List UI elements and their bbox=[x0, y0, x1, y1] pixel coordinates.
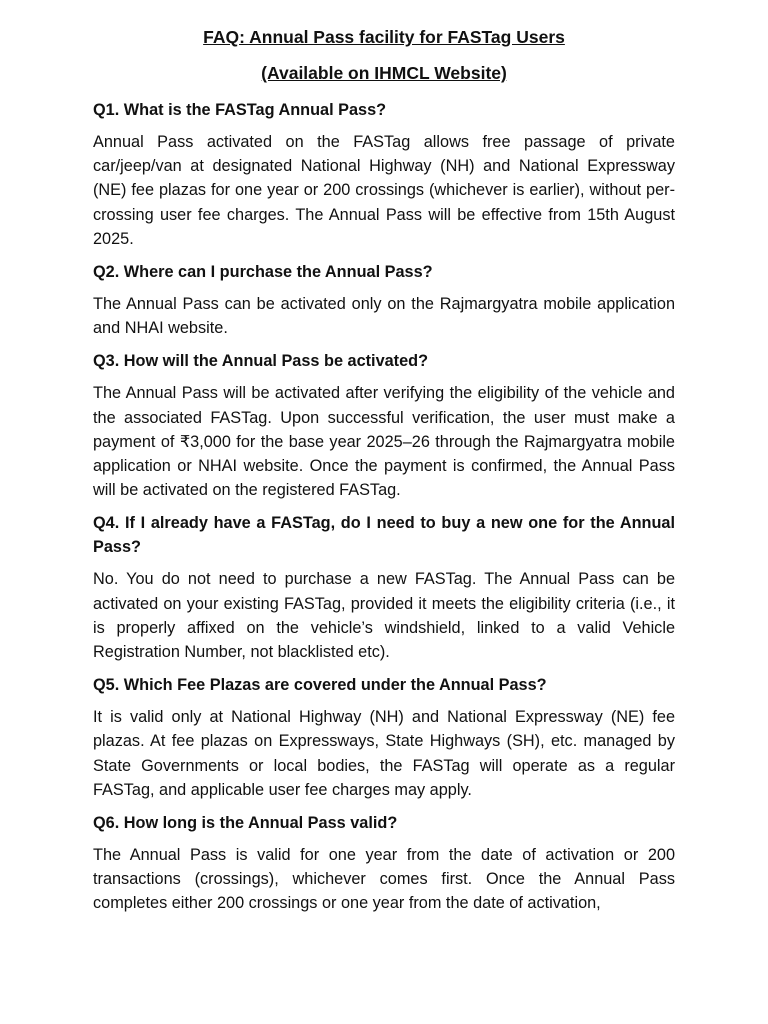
page-subtitle: (Available on IHMCL Website) bbox=[261, 63, 507, 83]
faq-question-3: Q3. How will the Annual Pass be activated? bbox=[93, 352, 429, 371]
page-title: FAQ: Annual Pass facility for FASTag Users bbox=[203, 27, 565, 47]
faq-answer-5: It is valid only at National Highway (NH) and National Expressway (NE) fee plazas. At fee plazas on Expressways, State Highways (SH), etc. managed by State Governments or local bodies, the FASTag will operate as a regular FASTag, and applicable user fee charges may apply. bbox=[93, 708, 675, 799]
faq-item-5 bbox=[93, 673, 675, 802]
faq-answer-3: The Annual Pass will be activated after verifying the eligibility of the vehicle and the associated FASTag. Upon successful verification, the user must make a payment of ₹3,000 for the base year 2025–26 through the Rajmargyatra mobile application or NHAI website. Once the payment is confirmed, the Annual Pass will be activated on the registered FASTag. bbox=[93, 384, 675, 500]
faq-question-4: Q4. If I already have a FASTag, do I need to buy a new one for the Annual Pass? bbox=[93, 514, 675, 557]
faq-item-6 bbox=[93, 811, 675, 916]
faq-item-1 bbox=[93, 98, 675, 251]
faq-answer-1: Annual Pass activated on the FASTag allows free passage of private car/jeep/van at designated National Highway (NH) and National Expressway (NE) fee plazas for one year or 200 crossings (whichever is earlier), without per-crossing user fee charges. The Annual Pass will be effective from 15th August 2025. bbox=[93, 133, 675, 248]
faq-item-2 bbox=[93, 260, 675, 340]
faq-answer-2: The Annual Pass can be activated only on the Rajmargyatra mobile application and NHAI website. bbox=[93, 295, 675, 338]
faq-item-4 bbox=[93, 511, 675, 664]
faq-answer-4: No. You do not need to purchase a new FASTag. The Annual Pass can be activated on your existing FASTag, provided it meets the eligibility criteria (i.e., it is properly affixed on the vehicle’s windshield, linked to a valid Vehicle Registration Number, not blacklisted etc). bbox=[93, 570, 675, 662]
faq-question-5: Q5. Which Fee Plazas are covered under the Annual Pass? bbox=[93, 676, 547, 695]
faq-question-2: Q2. Where can I purchase the Annual Pass? bbox=[93, 263, 433, 282]
faq-answer-6: The Annual Pass is valid for one year from the date of activation or 200 transactions (crossings), whichever comes first. Once the Annual Pass completes either 200 crossings or one year from the date of activation, bbox=[93, 846, 675, 913]
faq-item-3 bbox=[93, 349, 675, 502]
faq-question-6: Q6. How long is the Annual Pass valid? bbox=[93, 814, 398, 833]
faq-question-1: Q1. What is the FASTag Annual Pass? bbox=[93, 101, 387, 119]
